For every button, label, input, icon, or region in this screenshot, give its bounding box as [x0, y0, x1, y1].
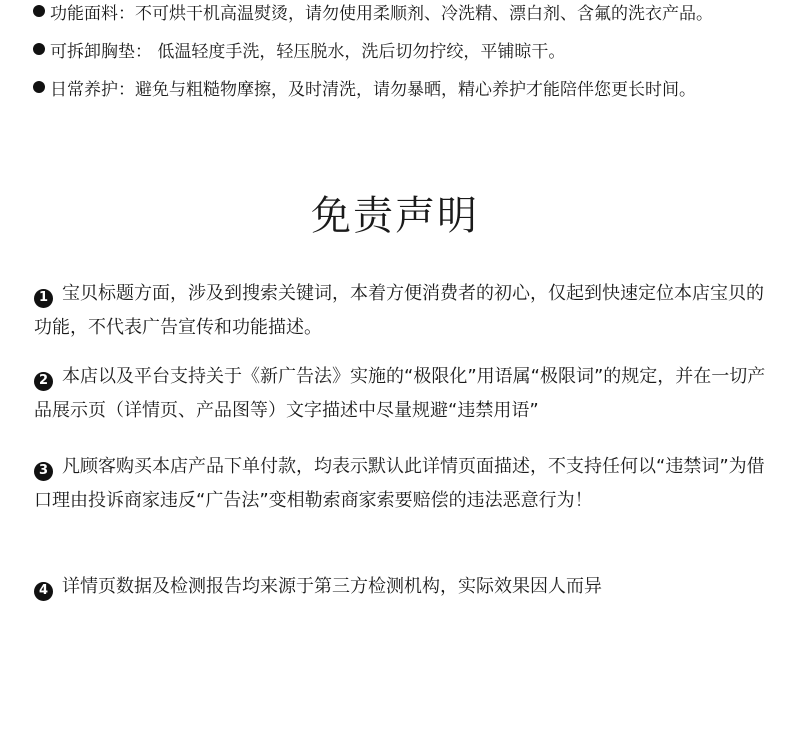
bullet-dot-icon: [33, 5, 45, 17]
number-badge-icon: 1: [34, 289, 53, 308]
disclaimer-item-text: 宝贝标题方面，涉及到搜索关键词，本着方便消费者的初心，仅起到快速定位本店宝贝的功能，不代表广告宣传和功能描述。: [34, 283, 764, 338]
care-item-removable-pad: [33, 30, 773, 68]
care-item-daily-care: [33, 68, 773, 106]
disclaimer-item-text: 详情页数据及检测报告均来源于第三方检测机构，实际效果因人而异: [62, 576, 602, 597]
bullet-dot-icon: [33, 81, 45, 93]
number-badge-icon: 2: [34, 372, 53, 391]
care-item-text: 可拆卸胸垫： 低温轻度手洗，轻压脱水，洗后切勿拧绞，平铺晾干。: [50, 41, 566, 62]
care-item-fabric: [33, 0, 773, 30]
bullet-dot-icon: [33, 43, 45, 55]
number-badge-icon: 4: [34, 582, 53, 601]
disclaimer-title: 免责声明: [311, 193, 479, 239]
disclaimer-item: [34, 360, 774, 428]
care-instructions-list: [33, 0, 773, 106]
number-badge-icon: 3: [34, 462, 53, 481]
care-item-text: 功能面料：不可烘干机高温熨烫，请勿使用柔顺剂、冷洗精、漂白剂、含氟的洗衣产品。: [50, 3, 713, 24]
disclaimer-item: [34, 570, 774, 604]
disclaimer-item: [34, 450, 774, 518]
care-item-text: 日常养护：避免与粗糙物摩擦，及时清洗，请勿暴晒，精心养护才能陪伴您更长时间。: [50, 79, 696, 100]
disclaimer-item: [34, 277, 774, 345]
disclaimer-item-text: 凡顾客购买本店产品下单付款，均表示默认此详情页面描述，不支持任何以“违禁词”为借口理由投诉商家违反“广告法”变相勒索商家索要赔偿的违法恶意行为！: [34, 456, 765, 511]
disclaimer-item-text: 本店以及平台支持关于《新广告法》实施的“极限化”用语属“极限词”的规定，并在一切产品展示页（详情页、产品图等）文字描述中尽量规避“违禁用语”: [34, 366, 766, 421]
